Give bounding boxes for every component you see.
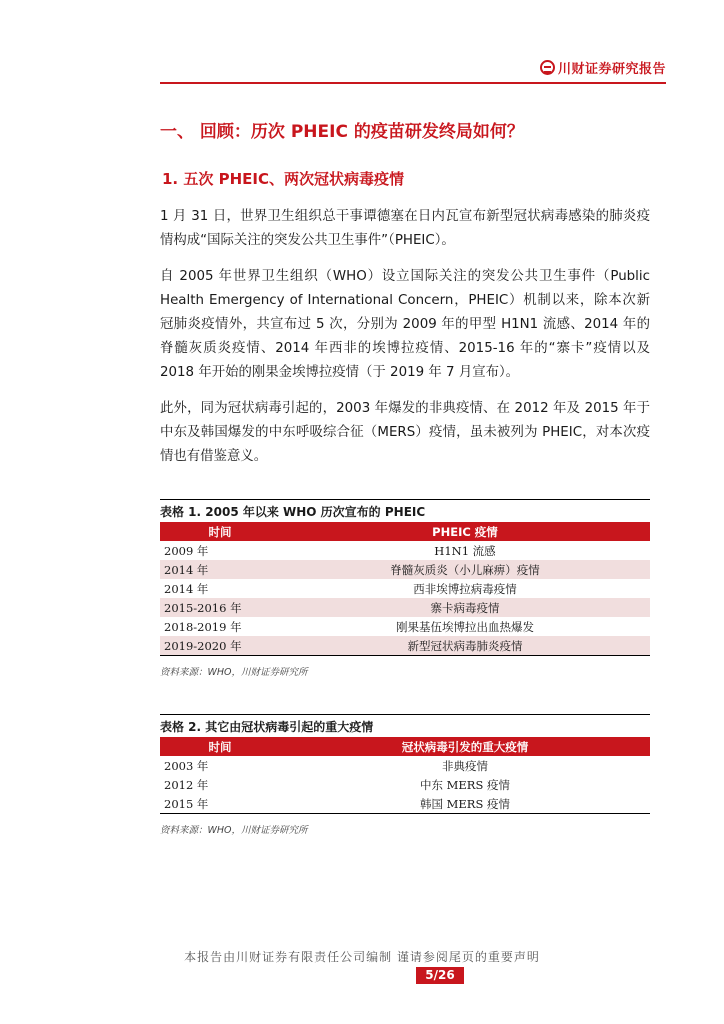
- cell-event: 脊髓灰质炎（小儿麻痹）疫情: [280, 560, 650, 579]
- column-header-time: 时间: [160, 522, 280, 541]
- brand-text: 川财证券研究报告: [557, 62, 666, 77]
- table-row: [160, 775, 650, 794]
- cell-event: H1N1 流感: [434, 543, 496, 558]
- table-2-source: 资料来源：WHO，川财证券研究所: [160, 825, 308, 836]
- paragraph-2: 自 2005 年世界卫生组织（WHO）设立国际关注的突发公共卫生事件（Public Health Emergency of International Concern，PHEIC）机制以来，除本次新冠肺炎疫情外，共宣布过 5 次，分别为 2009 年的甲型 H1N1 流感、2014 年的脊髓灰质炎疫情、2014 年西非的埃博拉疫情、2015-16 年的“寨卡”疫情以及 2018 年开始的刚果金埃博拉疫情（于 2019 年 7 月宣布）。: [160, 269, 650, 380]
- table-2-grid: [160, 737, 650, 814]
- cell-event: 中东 MERS 疫情: [419, 777, 511, 792]
- cell-time: 2015-2016 年: [160, 598, 280, 617]
- cell-event: 韩国 MERS 疫情: [280, 794, 650, 814]
- cell-time: 2009 年: [164, 543, 209, 558]
- table-row: [160, 617, 650, 636]
- cell-time: 2014 年: [160, 560, 280, 579]
- column-header-event: PHEIC 疫情: [280, 522, 650, 541]
- table-1-caption: 表格 1. 2005 年以来 WHO 历次宣布的 PHEIC: [160, 499, 650, 522]
- header-divider: [160, 82, 666, 84]
- table-row: [160, 541, 650, 560]
- cell-event: 新型冠状病毒肺炎疫情: [280, 636, 650, 656]
- table-row: [160, 636, 650, 656]
- table-2-caption: 表格 2. 其它由冠状病毒引起的重大疫情: [160, 714, 650, 737]
- report-brand: [540, 58, 666, 77]
- paragraph-3: 此外，同为冠状病毒引起的，2003 年爆发的非典疫情、在 2012 年及 2015 年于中东及韩国爆发的中东呼吸综合征（MERS）疫情，虽未被列为 PHEIC，对本次疫情也有借鉴意义。: [160, 401, 650, 464]
- cell-time: 2012 年: [164, 777, 209, 792]
- page-number: 5/26: [416, 967, 464, 984]
- cell-time: 2018-2019 年: [164, 619, 242, 634]
- main-content: [160, 117, 650, 836]
- table-row: [160, 794, 650, 814]
- table-2: [160, 714, 650, 836]
- table-1-grid: [160, 522, 650, 656]
- table-1: [160, 499, 650, 678]
- table-row: [160, 756, 650, 775]
- footer-disclaimer: 本报告由川财证券有限责任公司编制 谨请参阅尾页的重要声明: [184, 950, 540, 964]
- column-header-event: 冠状病毒引发的重大疫情: [280, 737, 650, 756]
- cell-time: 2015 年: [160, 794, 280, 814]
- table-header-row: [160, 522, 650, 541]
- cell-time: 2003 年: [164, 758, 209, 773]
- cell-event: 非典疫情: [442, 758, 488, 773]
- cell-time: 2014 年: [164, 581, 209, 596]
- cell-event: 刚果基伍埃博拉出血热爆发: [396, 619, 534, 634]
- cell-event: 西非埃博拉病毒疫情: [413, 581, 517, 596]
- table-1-source: 资料来源：WHO，川财证券研究所: [160, 667, 308, 678]
- table-row: [160, 560, 650, 579]
- subsection-title: 1. 五次 PHEIC、两次冠状病毒疫情: [162, 170, 404, 188]
- company-logo-icon: [540, 60, 555, 75]
- section-title: 一、 回顾：历次 PHEIC 的疫苗研发终局如何？: [160, 122, 524, 142]
- paragraph-1: 1 月 31 日，世界卫生组织总干事谭德塞在日内瓦宣布新型冠状病毒感染的肺炎疫情构成“国际关注的突发公共卫生事件”（PHEIC）。: [160, 209, 650, 248]
- cell-time: 2019-2020 年: [160, 636, 280, 656]
- table-header-row: [160, 737, 650, 756]
- column-header-time: 时间: [160, 737, 280, 756]
- table-row: [160, 598, 650, 617]
- table-row: [160, 579, 650, 598]
- cell-event: 寨卡病毒疫情: [280, 598, 650, 617]
